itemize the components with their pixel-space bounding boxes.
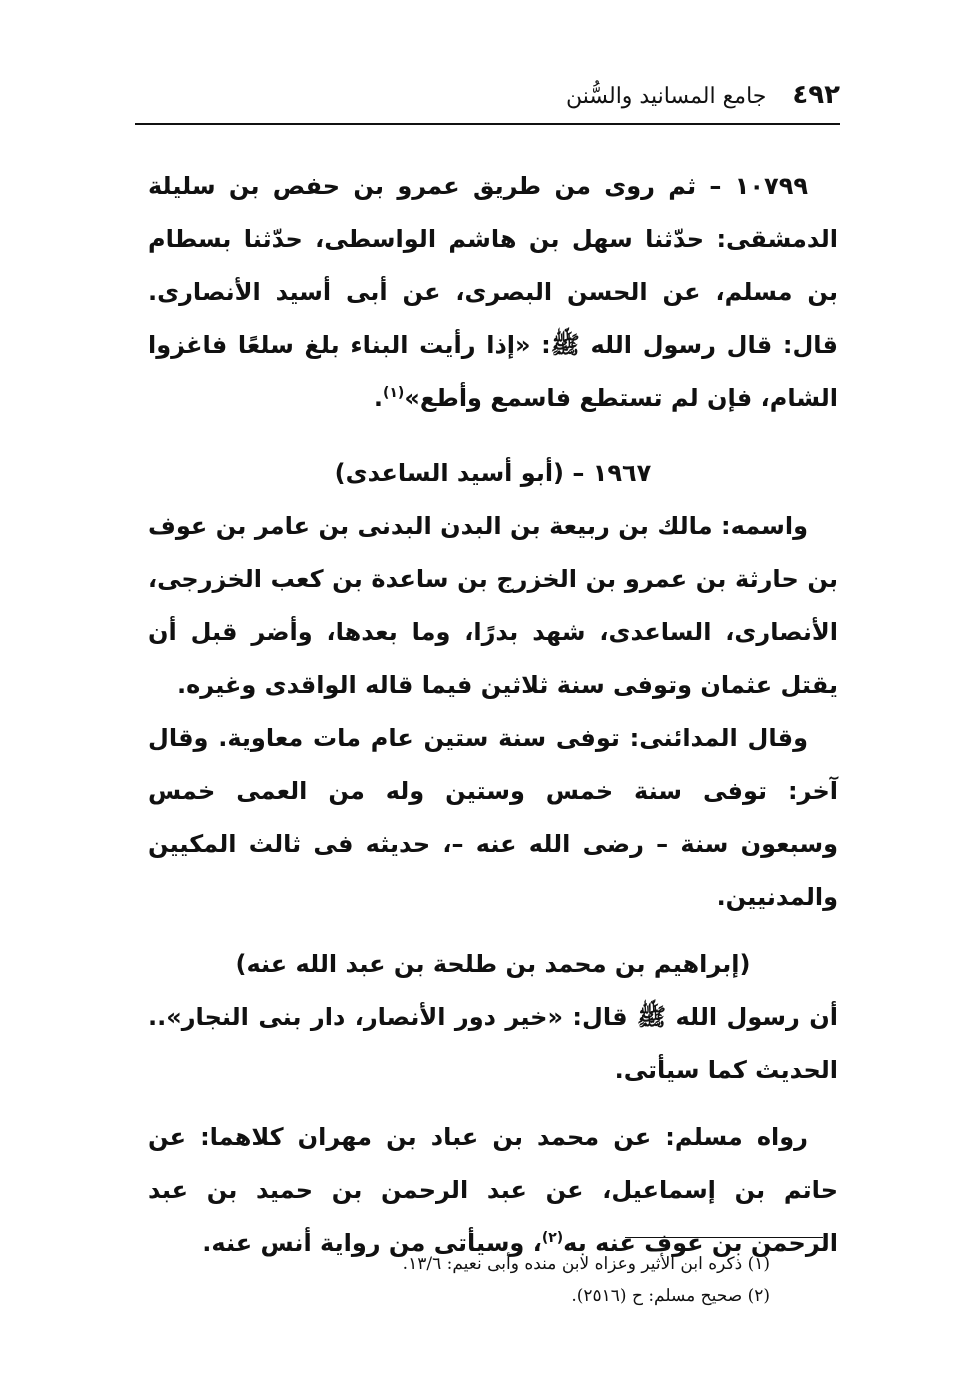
death-paragraph: وقال المدائنى: توفى سنة ستين عام مات معاوية. وقال آخر: توفى سنة خمس وستين وله من العمى خمس وسبعون سنة – رضى الله عنه –، حديثه فى ثالث المكيين والمدنيين. xyxy=(148,724,838,911)
source-paragraph xyxy=(148,1111,838,1270)
hadith-10799 xyxy=(148,160,838,425)
hadith-line: ١٠٧٩٩ – ثم روى من طريق عمرو بن حفص بن سليلة xyxy=(148,172,808,200)
source-text-end: ، وسيأتى من رواية أنس عنه. xyxy=(202,1229,542,1257)
biography-paragraph: واسمه: مالك بن ربيعة بن البدن البدنى بن عامر بن عوف بن حارثة بن عمرو بن الخزرج بن ساعدة بن كعب الخزرجى، الأنصارى، الساعدى، شهد بدرًا، وما بعدها، وأضر قبل أن يقتل عثمان وتوفى سنة ثلاثين فيما قاله الواقدى وغيره. xyxy=(148,512,838,699)
footnote-2: (٢) صحيح مسلم: ح (٢٥١٦). xyxy=(571,1286,770,1306)
footnote-ref-2: (٢) xyxy=(541,1230,564,1246)
page-number: ٤٩٢ xyxy=(792,80,840,110)
footnotes xyxy=(300,1248,770,1312)
footnote-1: (١) ذكره ابن الأثير وعزاه لابن منده وأبى نعيم: ١٣/٦. xyxy=(402,1254,770,1274)
hadith-line: الدمشقى: حدّثنا سهل بن هاشم الواسطى، حدّثنا بسطام بن مسلم، xyxy=(148,225,839,306)
header-rule xyxy=(135,123,840,125)
source-text: رواه مسلم: عن محمد بن عباد بن مهران كلاهما: عن حاتم بن إسماعيل، عن عبد الرحمن بن حميد بن عبد الرحمن بن عوف عنه به xyxy=(148,1123,838,1257)
footnote-ref-1: (١) xyxy=(382,385,405,401)
running-title: جامع المسانيد والسُّنن xyxy=(565,84,767,109)
hadith-paragraph: أن رسول الله ﷺ قال: «خير دور الأنصار، دار بنى النجار».. الحديث كما سيأتى. xyxy=(148,1003,838,1084)
main-text xyxy=(148,160,838,1270)
hadith-line: وأطع» xyxy=(404,384,482,412)
narrator-heading: (إبراهيم بن محمد بن طلحة بن عبد الله عنه) xyxy=(235,950,751,978)
section-heading: ١٩٦٧ – (أبو أسيد الساعدى) xyxy=(334,459,652,487)
hadith-line: ﷺ: «إذا رأيت البناء بلغ سلعًا فاغزوا الشام، فإن لم تستطع فاسمع xyxy=(148,331,838,412)
hadith-end: . xyxy=(373,384,383,412)
page-header xyxy=(135,80,840,120)
hadith-line: عن الحسن البصرى، عن أبى أسيد الأنصارى. قال: قال رسول الله xyxy=(148,278,838,359)
footnote-rule xyxy=(625,1237,823,1238)
